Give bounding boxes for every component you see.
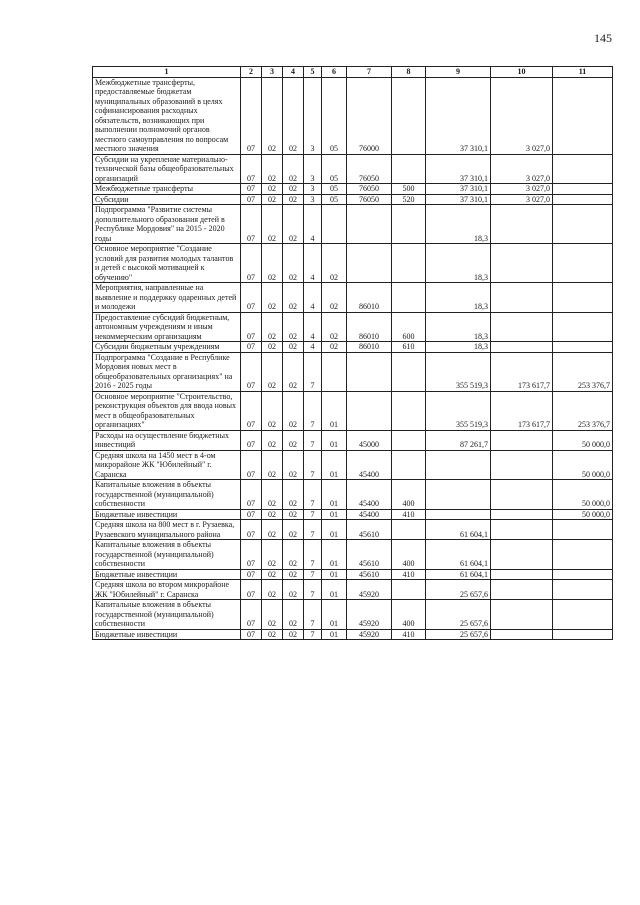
- code-cell: [322, 205, 347, 244]
- code-cell: 7: [304, 430, 322, 450]
- code-cell: 07: [241, 312, 262, 342]
- row-name-cell: Межбюджетные трансферты, предоставляемые бюджетам муниципальных образований в целях софинансирования расходных обязательств, возникающих при выполнении полномочий органов местного самоуправления по вопросам местного значения: [93, 77, 241, 154]
- table-row: [93, 77, 613, 154]
- amount-cell: [491, 205, 553, 244]
- code-cell: 02: [283, 352, 304, 391]
- code-cell: 05: [322, 77, 347, 154]
- code-cell: [392, 352, 426, 391]
- code-cell: 07: [241, 244, 262, 283]
- header-cell: 5: [304, 67, 322, 78]
- row-name-cell: Подпрограмма "Развитие системы дополнительного образования детей в Республике Мордовия" на 2015 - 2020 годы: [93, 205, 241, 244]
- code-cell: 4: [304, 244, 322, 283]
- code-cell: 02: [262, 480, 283, 510]
- code-cell: 07: [241, 352, 262, 391]
- code-cell: [392, 77, 426, 154]
- code-cell: 4: [304, 283, 322, 313]
- code-cell: 3: [304, 184, 322, 195]
- table-row: [93, 480, 613, 510]
- code-cell: 02: [262, 244, 283, 283]
- code-cell: 07: [241, 580, 262, 600]
- code-cell: 400: [392, 600, 426, 630]
- amount-cell: [553, 629, 613, 640]
- row-name-cell: Капитальные вложения в объекты государственной (муниципальной) собственности: [93, 600, 241, 630]
- amount-cell: 25 657,6: [426, 600, 491, 630]
- amount-cell: [553, 520, 613, 540]
- code-cell: 02: [283, 312, 304, 342]
- amount-cell: 50 000,0: [553, 430, 613, 450]
- code-cell: 07: [241, 540, 262, 570]
- code-cell: 02: [283, 629, 304, 640]
- code-cell: [392, 391, 426, 430]
- code-cell: 01: [322, 480, 347, 510]
- amount-cell: 37 310,1: [426, 77, 491, 154]
- amount-cell: 37 310,1: [426, 184, 491, 195]
- code-cell: [322, 352, 347, 391]
- code-cell: 02: [262, 450, 283, 480]
- code-cell: [392, 244, 426, 283]
- amount-cell: 3 027,0: [491, 77, 553, 154]
- code-cell: 02: [262, 77, 283, 154]
- amount-cell: [491, 509, 553, 520]
- budget-table: [92, 66, 613, 640]
- row-name-cell: Бюджетные инвестиции: [93, 569, 241, 580]
- amount-cell: [491, 629, 553, 640]
- code-cell: 07: [241, 184, 262, 195]
- amount-cell: [491, 283, 553, 313]
- amount-cell: 37 310,1: [426, 154, 491, 184]
- code-cell: 610: [392, 342, 426, 353]
- row-name-cell: Мероприятия, направленные на выявление и поддержку одаренных детей и молодежи: [93, 283, 241, 313]
- table-row: [93, 205, 613, 244]
- amount-cell: [491, 312, 553, 342]
- code-cell: 07: [241, 194, 262, 205]
- code-cell: 02: [262, 391, 283, 430]
- code-cell: 7: [304, 540, 322, 570]
- code-cell: 7: [304, 450, 322, 480]
- code-cell: 02: [283, 244, 304, 283]
- code-cell: 4: [304, 205, 322, 244]
- code-cell: 86010: [347, 342, 392, 353]
- code-cell: 02: [283, 509, 304, 520]
- code-cell: 07: [241, 154, 262, 184]
- row-name-cell: Капитальные вложения в объекты государственной (муниципальной) собственности: [93, 540, 241, 570]
- row-name-cell: Расходы на осуществление бюджетных инвестиций: [93, 430, 241, 450]
- code-cell: 02: [262, 312, 283, 342]
- code-cell: 01: [322, 580, 347, 600]
- row-name-cell: Средняя школа на 1450 мест в 4-ом микрорайоне ЖК "Юбилейный" г. Саранска: [93, 450, 241, 480]
- amount-cell: [426, 480, 491, 510]
- code-cell: 02: [283, 600, 304, 630]
- code-cell: 07: [241, 342, 262, 353]
- code-cell: 05: [322, 194, 347, 205]
- code-cell: 02: [262, 430, 283, 450]
- code-cell: 07: [241, 569, 262, 580]
- table-row: [93, 154, 613, 184]
- amount-cell: 253 376,7: [553, 391, 613, 430]
- code-cell: 76050: [347, 184, 392, 195]
- amount-cell: 37 310,1: [426, 194, 491, 205]
- amount-cell: 18,3: [426, 342, 491, 353]
- amount-cell: [491, 244, 553, 283]
- code-cell: 02: [283, 391, 304, 430]
- code-cell: 7: [304, 509, 322, 520]
- code-cell: 76050: [347, 194, 392, 205]
- code-cell: 02: [283, 480, 304, 510]
- code-cell: 02: [262, 509, 283, 520]
- code-cell: [347, 352, 392, 391]
- table-row: [93, 600, 613, 630]
- code-cell: 76000: [347, 77, 392, 154]
- code-cell: 520: [392, 194, 426, 205]
- code-cell: 02: [262, 194, 283, 205]
- code-cell: 07: [241, 480, 262, 510]
- amount-cell: 18,3: [426, 244, 491, 283]
- code-cell: 02: [262, 629, 283, 640]
- code-cell: 02: [322, 312, 347, 342]
- header-cell: 9: [426, 67, 491, 78]
- code-cell: 86010: [347, 312, 392, 342]
- amount-cell: [553, 154, 613, 184]
- code-cell: 45920: [347, 600, 392, 630]
- amount-cell: [491, 600, 553, 630]
- code-cell: 7: [304, 480, 322, 510]
- code-cell: 3: [304, 77, 322, 154]
- code-cell: 02: [262, 569, 283, 580]
- table-row: [93, 352, 613, 391]
- amount-cell: 61 604,1: [426, 520, 491, 540]
- row-name-cell: Бюджетные инвестиции: [93, 629, 241, 640]
- code-cell: 7: [304, 629, 322, 640]
- row-name-cell: Межбюджетные трансферты: [93, 184, 241, 195]
- code-cell: 410: [392, 569, 426, 580]
- code-cell: 01: [322, 430, 347, 450]
- row-name-cell: Бюджетные инвестиции: [93, 509, 241, 520]
- code-cell: 01: [322, 629, 347, 640]
- code-cell: 01: [322, 509, 347, 520]
- row-name-cell: Основное мероприятие "Строительство, реконструкция объектов для ввода новых мест в общеобразовательных организациях": [93, 391, 241, 430]
- code-cell: 02: [322, 342, 347, 353]
- code-cell: 400: [392, 540, 426, 570]
- amount-cell: [553, 569, 613, 580]
- code-cell: 02: [283, 540, 304, 570]
- amount-cell: [553, 540, 613, 570]
- code-cell: 4: [304, 342, 322, 353]
- code-cell: 02: [262, 600, 283, 630]
- amount-cell: [553, 184, 613, 195]
- amount-cell: [553, 244, 613, 283]
- table-row: [93, 450, 613, 480]
- row-name-cell: Субсидии: [93, 194, 241, 205]
- code-cell: 02: [283, 569, 304, 580]
- header-cell: 7: [347, 67, 392, 78]
- table-row: [93, 312, 613, 342]
- amount-cell: [491, 342, 553, 353]
- code-cell: 02: [283, 342, 304, 353]
- amount-cell: 3 027,0: [491, 194, 553, 205]
- row-name-cell: Субсидии бюджетным учреждениям: [93, 342, 241, 353]
- table-row: [93, 184, 613, 195]
- code-cell: 02: [262, 352, 283, 391]
- code-cell: 4: [304, 312, 322, 342]
- amount-cell: [553, 205, 613, 244]
- code-cell: 45400: [347, 509, 392, 520]
- amount-cell: 25 657,6: [426, 629, 491, 640]
- code-cell: 07: [241, 509, 262, 520]
- code-cell: 07: [241, 629, 262, 640]
- code-cell: 7: [304, 600, 322, 630]
- header-cell: 10: [491, 67, 553, 78]
- code-cell: 02: [262, 184, 283, 195]
- amount-cell: [491, 480, 553, 510]
- code-cell: 45920: [347, 580, 392, 600]
- amount-cell: 87 261,7: [426, 430, 491, 450]
- code-cell: 01: [322, 450, 347, 480]
- table-row: [93, 244, 613, 283]
- table-row: [93, 509, 613, 520]
- code-cell: 01: [322, 520, 347, 540]
- amount-cell: 3 027,0: [491, 154, 553, 184]
- row-name-cell: Субсидии на укрепление материально-технической базы общеобразовательных организаций: [93, 154, 241, 184]
- amount-cell: 50 000,0: [553, 480, 613, 510]
- header-cell: 3: [262, 67, 283, 78]
- amount-cell: [553, 580, 613, 600]
- table-row: [93, 342, 613, 353]
- row-name-cell: Средняя школа во втором микрорайоне ЖК "Юбилейный" г. Саранска: [93, 580, 241, 600]
- row-name-cell: Капитальные вложения в объекты государственной (муниципальной) собственности: [93, 480, 241, 510]
- table-row: [93, 580, 613, 600]
- table-row: [93, 194, 613, 205]
- amount-cell: [491, 580, 553, 600]
- code-cell: 02: [322, 283, 347, 313]
- code-cell: 45610: [347, 520, 392, 540]
- amount-cell: 61 604,1: [426, 569, 491, 580]
- amount-cell: [553, 600, 613, 630]
- amount-cell: [553, 342, 613, 353]
- code-cell: 07: [241, 283, 262, 313]
- code-cell: 01: [322, 540, 347, 570]
- table-row: [93, 569, 613, 580]
- code-cell: 07: [241, 520, 262, 540]
- code-cell: 07: [241, 205, 262, 244]
- row-name-cell: Предоставление субсидий бюджетным, автономным учреждениям и иным некоммерческим организациям: [93, 312, 241, 342]
- amount-cell: [426, 450, 491, 480]
- code-cell: 410: [392, 509, 426, 520]
- table-body: [93, 67, 613, 640]
- header-cell: 2: [241, 67, 262, 78]
- amount-cell: 253 376,7: [553, 352, 613, 391]
- code-cell: 02: [283, 283, 304, 313]
- code-cell: 02: [283, 184, 304, 195]
- code-cell: 7: [304, 520, 322, 540]
- code-cell: 500: [392, 184, 426, 195]
- code-cell: 02: [283, 430, 304, 450]
- amount-cell: 173 617,7: [491, 352, 553, 391]
- amount-cell: 50 000,0: [553, 450, 613, 480]
- code-cell: 86010: [347, 283, 392, 313]
- code-cell: [347, 244, 392, 283]
- header-row: [93, 67, 613, 78]
- code-cell: 7: [304, 352, 322, 391]
- row-name-cell: Подпрограмма "Создание в Республике Мордовия новых мест в общеобразовательных организациях" на 2016 - 2025 годы: [93, 352, 241, 391]
- code-cell: [392, 450, 426, 480]
- code-cell: 05: [322, 154, 347, 184]
- code-cell: 02: [283, 154, 304, 184]
- amount-cell: 173 617,7: [491, 391, 553, 430]
- code-cell: 7: [304, 580, 322, 600]
- code-cell: [347, 391, 392, 430]
- amount-cell: 3 027,0: [491, 184, 553, 195]
- amount-cell: 355 519,3: [426, 391, 491, 430]
- amount-cell: [553, 77, 613, 154]
- code-cell: 01: [322, 391, 347, 430]
- amount-cell: [491, 430, 553, 450]
- amount-cell: [426, 509, 491, 520]
- amount-cell: [553, 283, 613, 313]
- code-cell: 02: [322, 244, 347, 283]
- header-cell: 1: [93, 67, 241, 78]
- amount-cell: 18,3: [426, 312, 491, 342]
- code-cell: 07: [241, 391, 262, 430]
- header-cell: 11: [553, 67, 613, 78]
- code-cell: [392, 430, 426, 450]
- code-cell: 02: [262, 154, 283, 184]
- page-number: 145: [594, 31, 612, 45]
- code-cell: 02: [283, 580, 304, 600]
- amount-cell: [553, 312, 613, 342]
- code-cell: [392, 205, 426, 244]
- code-cell: 07: [241, 77, 262, 154]
- code-cell: 07: [241, 450, 262, 480]
- code-cell: 76050: [347, 154, 392, 184]
- amount-cell: [491, 540, 553, 570]
- code-cell: 02: [262, 520, 283, 540]
- code-cell: 3: [304, 154, 322, 184]
- code-cell: 7: [304, 569, 322, 580]
- code-cell: 02: [262, 540, 283, 570]
- header-cell: 4: [283, 67, 304, 78]
- amount-cell: [491, 569, 553, 580]
- code-cell: [392, 283, 426, 313]
- code-cell: 45000: [347, 430, 392, 450]
- code-cell: 02: [283, 77, 304, 154]
- table-row: [93, 283, 613, 313]
- code-cell: 3: [304, 194, 322, 205]
- code-cell: 07: [241, 430, 262, 450]
- header-cell: 8: [392, 67, 426, 78]
- table-row: [93, 430, 613, 450]
- table-row: [93, 629, 613, 640]
- amount-cell: 61 604,1: [426, 540, 491, 570]
- code-cell: [392, 154, 426, 184]
- code-cell: 7: [304, 391, 322, 430]
- code-cell: [347, 205, 392, 244]
- code-cell: 400: [392, 480, 426, 510]
- code-cell: 02: [262, 580, 283, 600]
- code-cell: 02: [262, 205, 283, 244]
- code-cell: 45400: [347, 480, 392, 510]
- table-row: [93, 391, 613, 430]
- amount-cell: 25 657,6: [426, 580, 491, 600]
- code-cell: 07: [241, 600, 262, 630]
- amount-cell: 50 000,0: [553, 509, 613, 520]
- code-cell: 05: [322, 184, 347, 195]
- code-cell: 45610: [347, 569, 392, 580]
- code-cell: 45610: [347, 540, 392, 570]
- code-cell: [392, 580, 426, 600]
- amount-cell: [553, 194, 613, 205]
- header-cell: 6: [322, 67, 347, 78]
- amount-cell: 355 519,3: [426, 352, 491, 391]
- amount-cell: [491, 520, 553, 540]
- row-name-cell: Основное мероприятие "Создание условий для развития молодых талантов и детей с высокой мотивацией к обучению": [93, 244, 241, 283]
- table-row: [93, 540, 613, 570]
- code-cell: 410: [392, 629, 426, 640]
- code-cell: 600: [392, 312, 426, 342]
- code-cell: 01: [322, 600, 347, 630]
- code-cell: 02: [262, 283, 283, 313]
- code-cell: 02: [283, 205, 304, 244]
- code-cell: 02: [283, 520, 304, 540]
- amount-cell: 18,3: [426, 283, 491, 313]
- code-cell: 02: [262, 342, 283, 353]
- table-row: [93, 520, 613, 540]
- code-cell: 02: [283, 194, 304, 205]
- code-cell: 02: [283, 450, 304, 480]
- code-cell: [392, 520, 426, 540]
- amount-cell: 18,3: [426, 205, 491, 244]
- code-cell: 45400: [347, 450, 392, 480]
- row-name-cell: Средняя школа на 800 мест в г. Рузаевка, Рузаевского муниципального района: [93, 520, 241, 540]
- code-cell: 45920: [347, 629, 392, 640]
- amount-cell: [491, 450, 553, 480]
- code-cell: 01: [322, 569, 347, 580]
